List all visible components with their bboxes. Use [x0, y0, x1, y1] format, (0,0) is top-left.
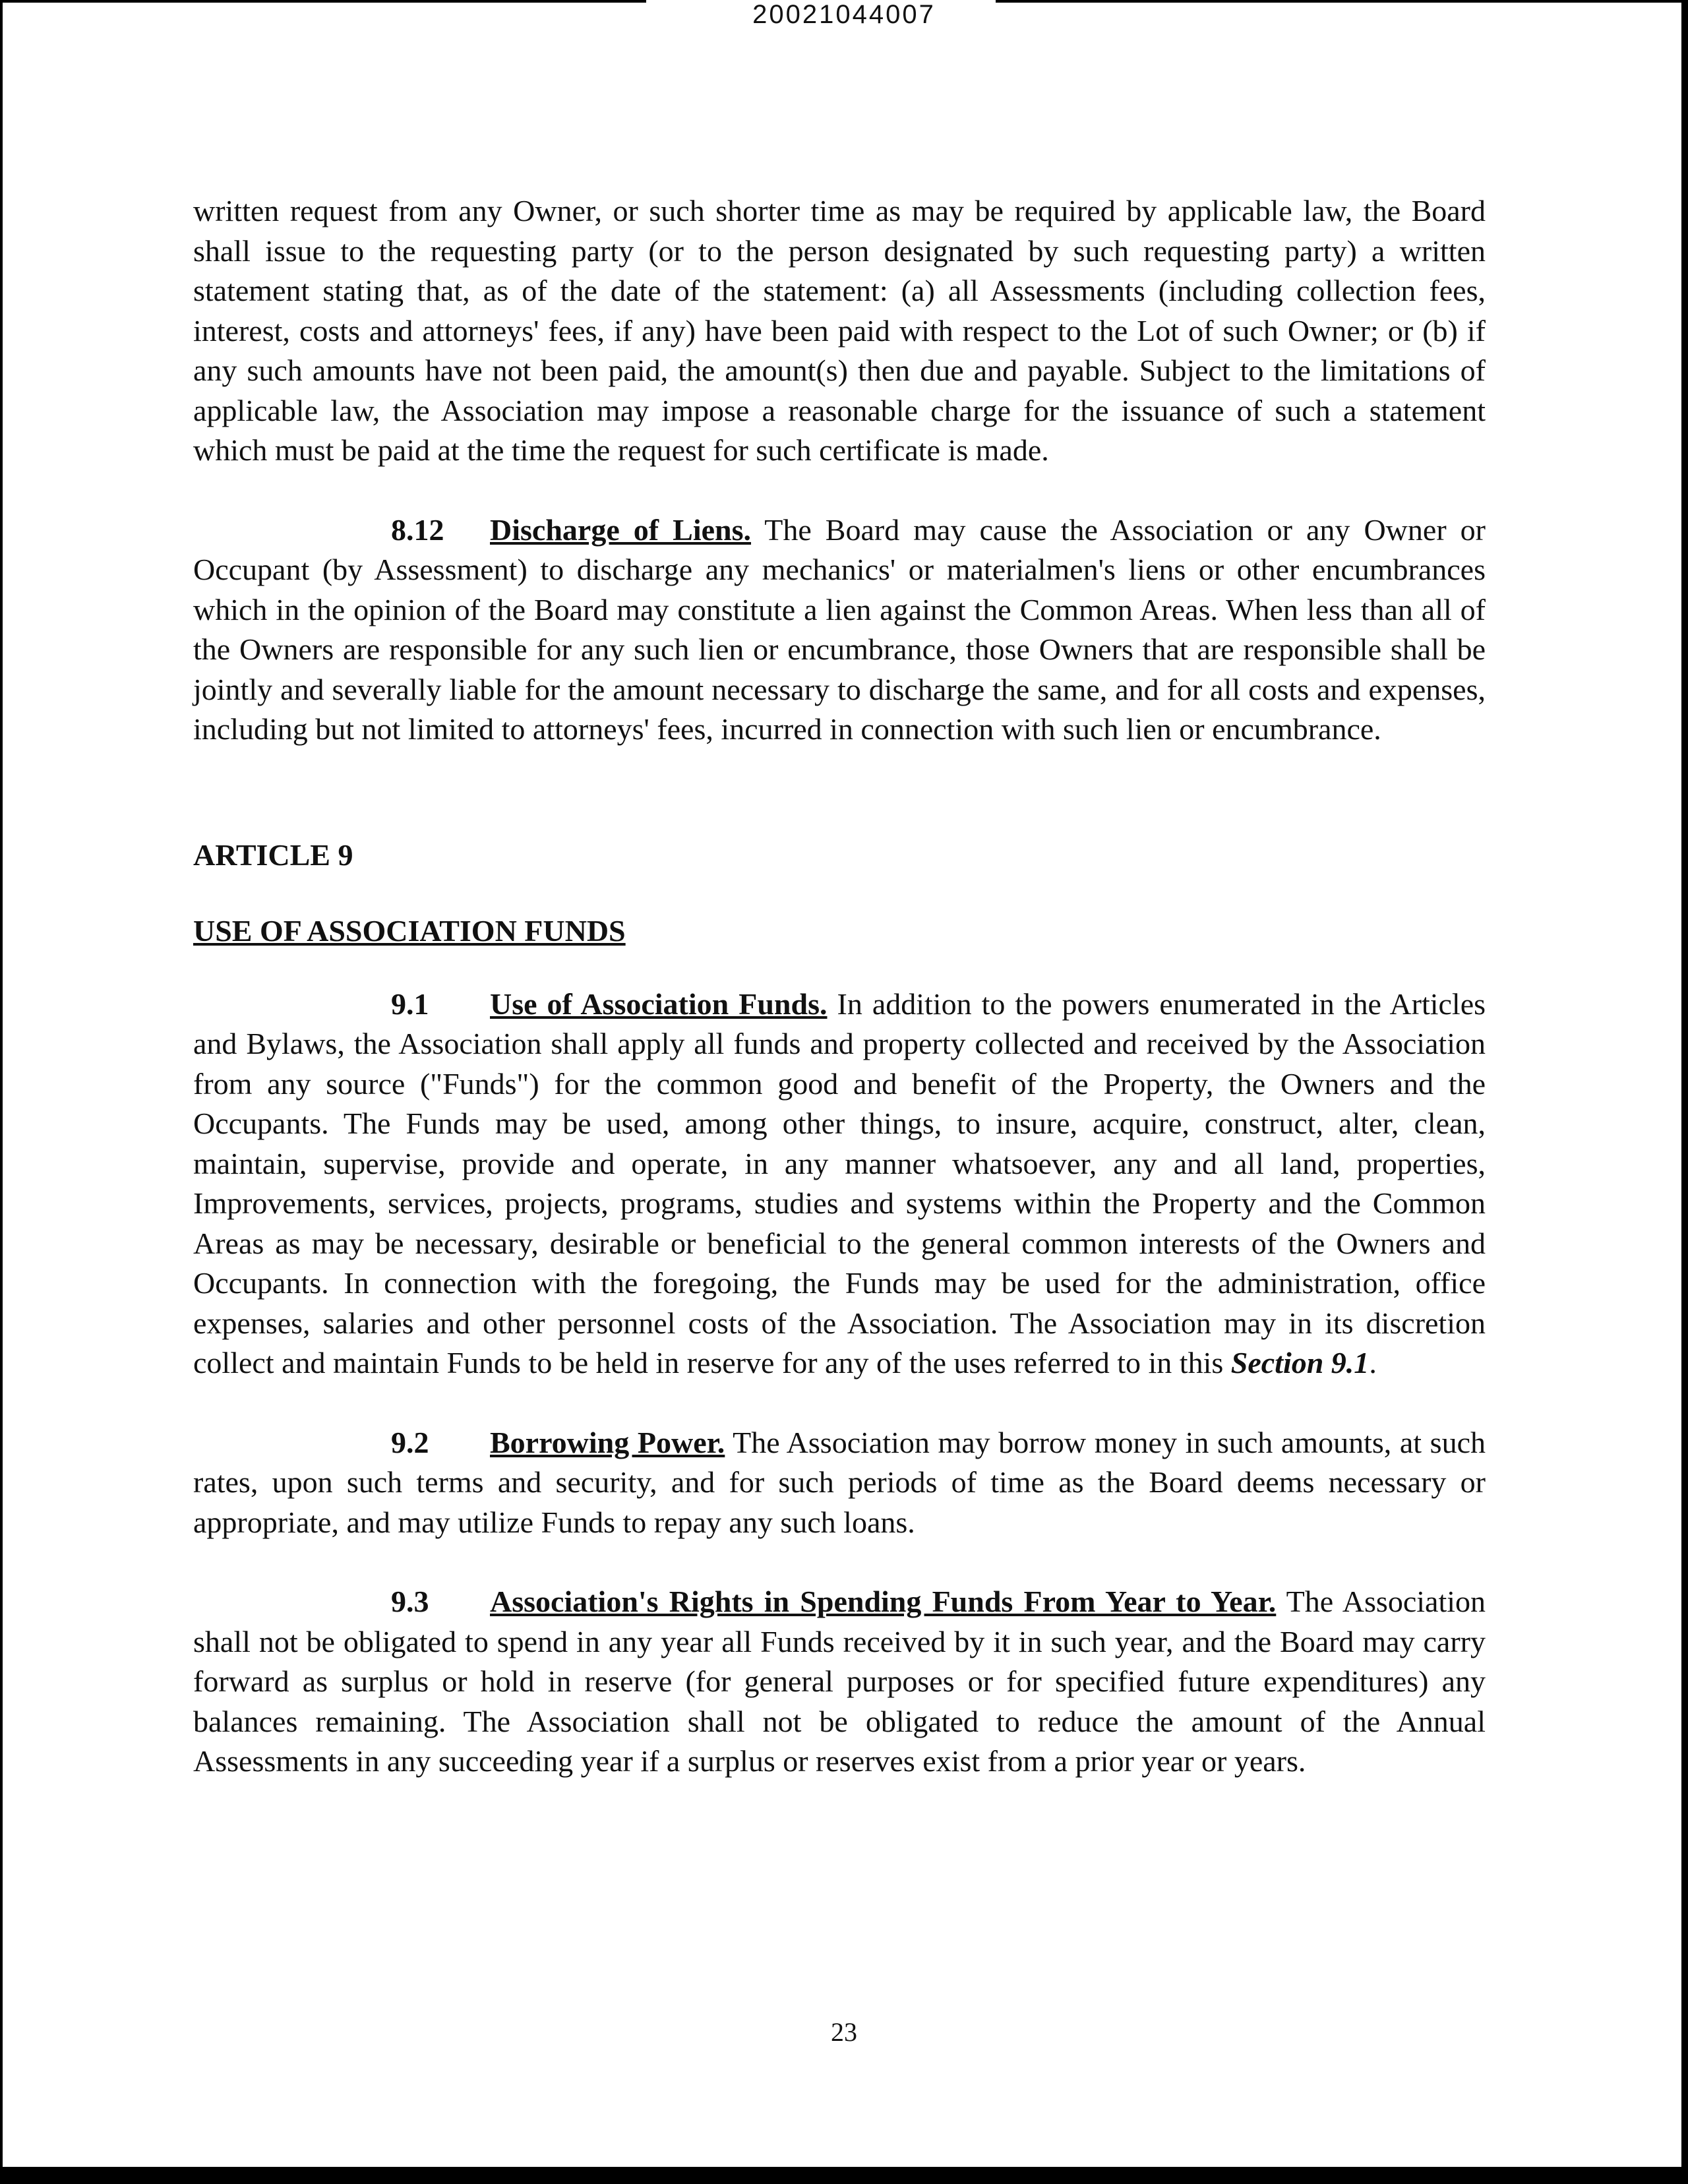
paragraph-gap	[193, 1383, 1486, 1423]
section-body: In addition to the powers enumerated in the Articles and Bylaws, the Association shall apply all funds and property collected and received by the Association from any source ("Funds") for the common good and benefit of the Property, the Owners and the Occupants. The Funds may be used, among other things, to insure, acquire, construct, alter, clean, maintain, supervise, provide and operate, in any manner whatsoever, any and all land, properties, Improvements, services, projects, programs, studies and systems within the Property and the Common Areas as may be necessary, desirable or beneficial to the general common interests of the Owners and Occupants. In connection with the foregoing, the Funds may be used for the administration, office expenses, salaries and other personnel costs of the Association. The Association may in its discretion collect and maintain Funds to be held in reserve for any of the uses referred to in this	[193, 986, 1486, 1380]
section-title: Use of Association Funds.	[490, 986, 828, 1021]
section-9-2	[193, 1423, 1486, 1543]
section-9-3	[193, 1582, 1486, 1782]
section-number: 8.12	[391, 512, 444, 547]
document-id: 20021044007	[752, 0, 936, 29]
section-body: The Association may borrow money in such amounts, at such rates, upon such terms and security, and for such periods of time as the Board deems necessary or appropriate, and may utilize Funds to repay any such loans.	[193, 1425, 1486, 1539]
article-subheading: USE OF ASSOCIATION FUNDS	[193, 914, 626, 948]
paragraph-gap	[193, 471, 1486, 510]
section-title: Association's Rights in Spending Funds From Year to Year.	[490, 1585, 1277, 1618]
section-body: The Association shall not be obligated to spend in any year all Funds received by it in such year, and the Board may carry forward as surplus or hold in reserve (for general purposes or for specified future expenditures) any balances remaining. The Association shall not be obligated to reduce the amount of the Annual Assessments in any succeeding year if a surplus or reserves exist from a prior year or years.	[193, 1585, 1486, 1778]
continuation-paragraph: written request from any Owner, or such shorter time as may be required by applicable law, the Board shall issue to the requesting party (or to the person designated by such requesting party) a written statement stating that, as of the date of the statement: (a) all Assessments (including collection fees, interest, costs and attorneys' fees, if any) have been paid with respect to the Lot of such Owner; or (b) if any such amounts have not been paid, the amount(s) then due and payable. Subject to the limitations of applicable law, the Association may impose a reasonable charge for the issuance of such a statement which must be paid at the time the request for such certificate is made.	[193, 194, 1486, 467]
section-number: 9.2	[391, 1425, 429, 1459]
section-8-12	[193, 510, 1486, 750]
scan-border-right	[1681, 0, 1688, 2184]
section-number: 9.3	[391, 1585, 429, 1618]
section-number: 9.1	[391, 986, 429, 1021]
section-body: The Board may cause the Association or any Owner or Occupant (by Assessment) to discharge any mechanics' or materialmen's liens or other encumbrances which in the opinion of the Board may constitute a lien against the Common Areas. When less than all of the Owners are responsible for any such lien or encumbrance, those Owners that are responsible shall be jointly and severally liable for the amount necessary to discharge the same, and for all costs and expenses, including but not limited to attorneys' fees, incurred in connection with such lien or encumbrance.	[193, 512, 1486, 746]
paragraph-gap	[193, 750, 1486, 835]
paragraph-gap	[193, 952, 1486, 985]
document-page	[193, 191, 1486, 1782]
section-reference: Section 9.1	[1230, 1346, 1370, 1380]
scan-border-left	[0, 0, 3, 2184]
section-title: Borrowing Power.	[490, 1425, 725, 1459]
scan-border-bottom	[0, 2167, 1688, 2184]
paragraph-gap	[193, 875, 1486, 911]
section-9-1	[193, 985, 1486, 1383]
section-end: .	[1369, 1346, 1377, 1380]
paragraph-gap	[193, 1542, 1486, 1582]
article-heading: ARTICLE 9	[193, 837, 353, 872]
section-title: Discharge of Liens.	[490, 512, 752, 547]
page-number: 23	[831, 2017, 857, 2047]
